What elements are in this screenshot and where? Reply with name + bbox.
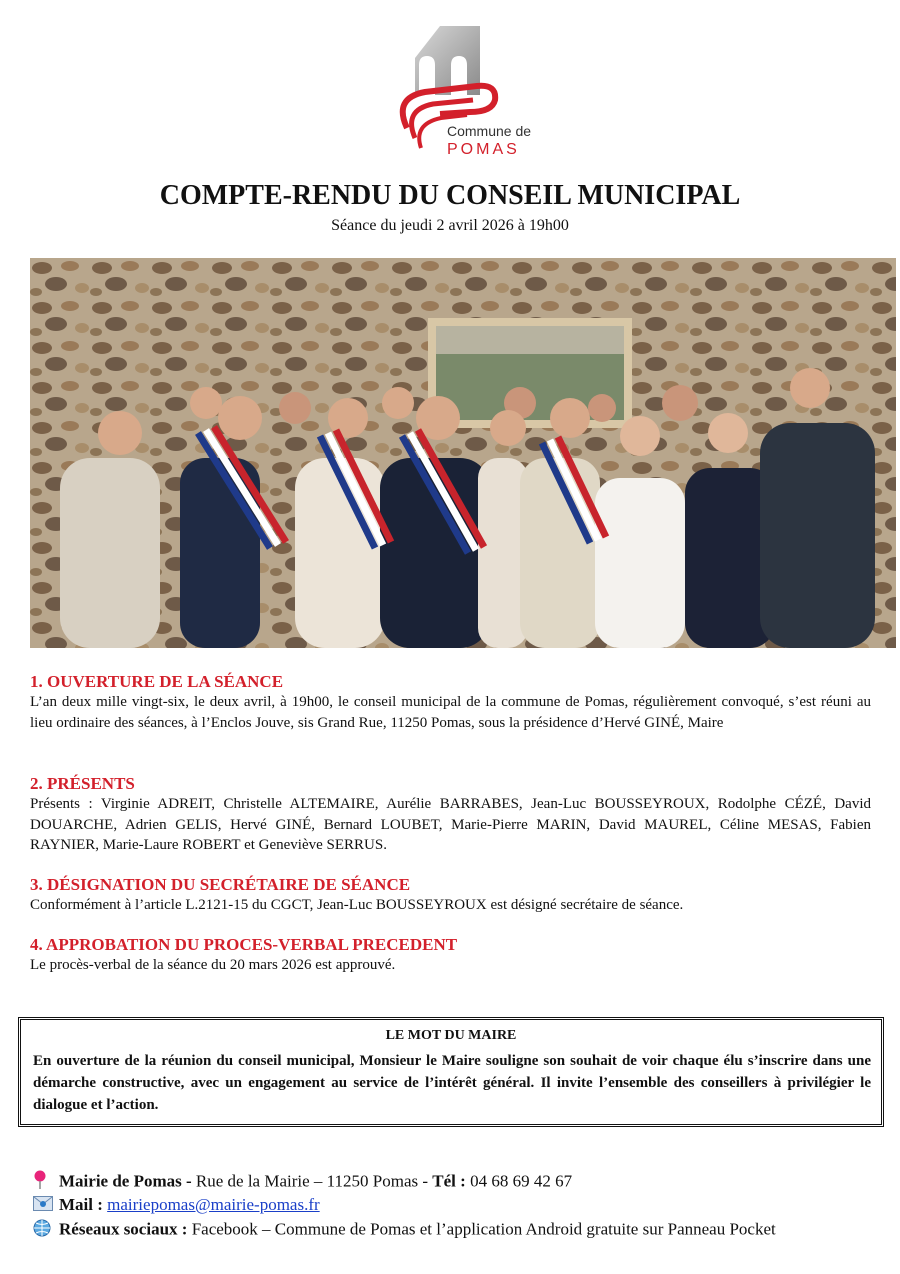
section-presents	[30, 774, 871, 856]
page-title: COMPTE-RENDU DU CONSEIL MUNICIPAL	[159, 180, 741, 211]
pin-icon	[33, 1170, 53, 1195]
mail-icon	[33, 1196, 53, 1216]
section-approbation	[30, 935, 871, 976]
section-body: Présents : Virginie ADREIT, Christelle ALTEMAIRE, Aurélie BARRABES, Jean-Luc BOUSSEYROUX, Rodolphe CÉZÉ, David DOUARCHE, Adrien GELIS, Hervé GINÉ, Bernard LOUBET, Marie-Pierre MARIN, David MAUREL, Céline MESAS, Fabien RAYNIER, Marie-Laure ROBERT et Geneviève SERRUS.	[30, 796, 871, 853]
section-body: Conformément à l’article L.2121-15 du CGCT, Jean-Luc BOUSSEYROUX est désigné secrétaire de séance.	[30, 897, 684, 913]
mayor-box-title: LE MOT DU MAIRE	[385, 1028, 517, 1043]
logo-text-pomas: POMAS	[447, 141, 520, 158]
logo-text-commune: Commune de	[447, 123, 532, 139]
section-body: Le procès-verbal de la séance du 20 mars 2026 est approuvé.	[30, 957, 396, 973]
tel-label: Tél :	[432, 1171, 466, 1191]
mayor-word-box	[18, 1017, 884, 1127]
address-label: Mairie de Pomas -	[59, 1171, 192, 1191]
globe-icon	[33, 1219, 53, 1242]
section-secretaire	[30, 875, 871, 916]
section-title: 1. OUVERTURE DE LA SÉANCE	[30, 672, 284, 691]
footer-social-line	[33, 1219, 776, 1242]
section-title: 3. DÉSIGNATION DU SECRÉTAIRE DE SÉANCE	[30, 875, 411, 894]
footer-mail-line	[33, 1195, 320, 1216]
section-ouverture	[30, 672, 871, 733]
social-text: Facebook – Commune de Pomas et l’application Android gratuite sur Panneau Pocket	[187, 1219, 776, 1239]
mail-link[interactable]: mairiepomas@mairie-pomas.fr	[107, 1195, 320, 1214]
footer-address-line	[33, 1170, 572, 1195]
mayor-box-body: En ouverture de la réunion du conseil municipal, Monsieur le Maire souligne son souhait de voir chaque élu s’inscrire dans une démarche constructive, avec un engagement au service de l’intérêt général. Il invite l’ensemble des conseillers à privilégier le dialogue et l’action.	[33, 1053, 871, 1113]
tel-text: 04 68 69 42 67	[465, 1171, 573, 1191]
address-text: Rue de la Mairie – 11250 Pomas -	[191, 1171, 433, 1191]
section-body: L’an deux mille vingt-six, le deux avril, à 19h00, le conseil municipal de la commune de Pomas, régulièrement convoqué, s’est réuni au lieu ordinaire des séances, à l’Enclos Jouve, sis Grand Rue, 11250 Pomas, sous la présidence d’Hervé GINÉ, Maire	[30, 694, 871, 731]
section-title: 2. PRÉSENTS	[30, 774, 135, 793]
section-title: 4. APPROBATION DU PROCES-VERBAL PRECEDENT	[30, 935, 458, 954]
mail-label: Mail :	[59, 1195, 103, 1214]
social-label: Réseaux sociaux :	[59, 1219, 188, 1239]
page-subtitle: Séance du jeudi 2 avril 2026 à 19h00	[331, 217, 569, 234]
council-group-photo	[30, 258, 896, 648]
